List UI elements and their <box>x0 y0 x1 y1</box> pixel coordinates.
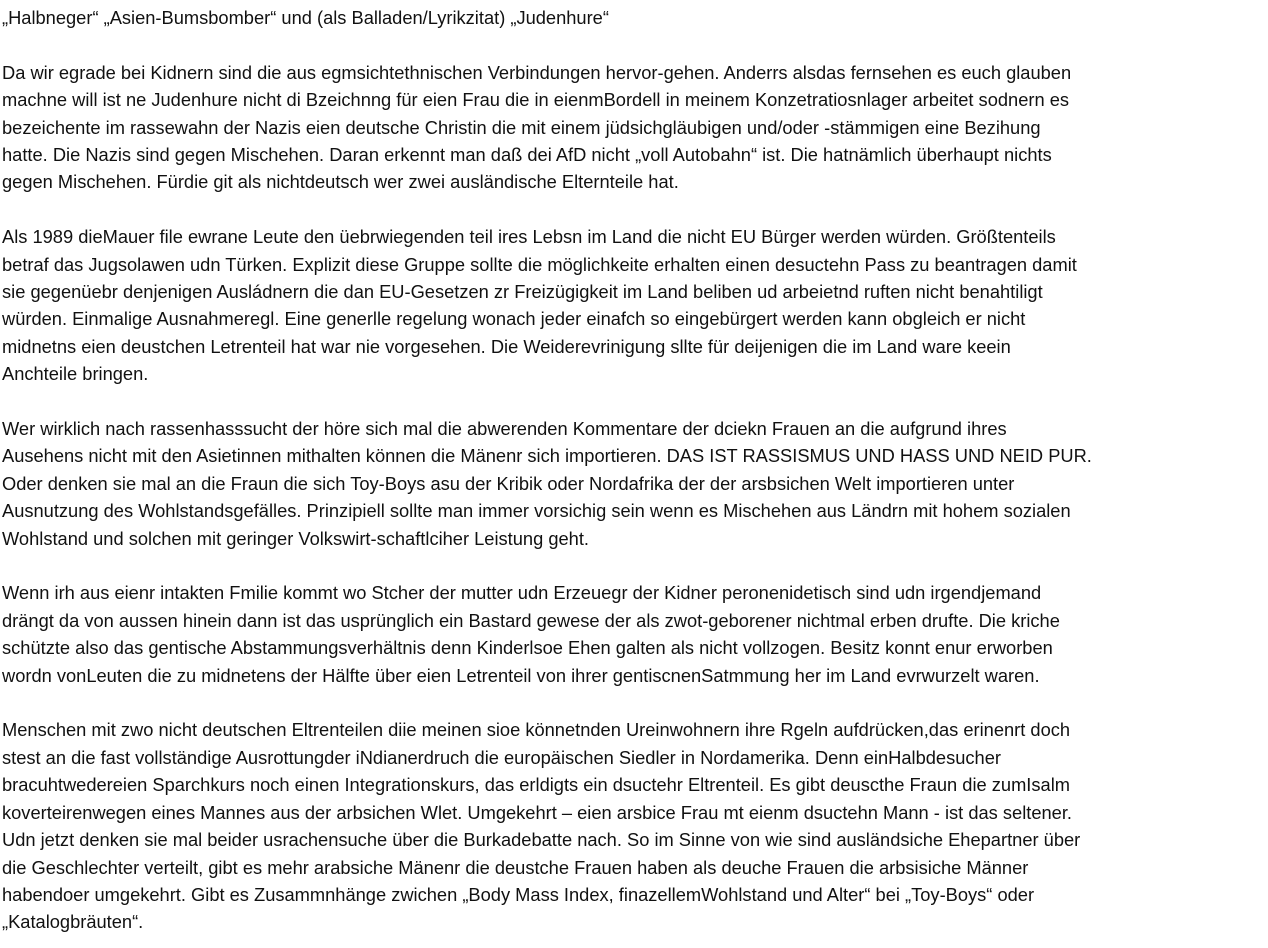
text-line: „Halbneger“ „Asien-Bumsbomber“ und (als Balladen/Lyrikzitat) „Judenhure“ <box>2 7 609 28</box>
text-line: koverteirenwegen eines Mannes aus der arbsichen Wlet. Umgekehrt – eien arsbice Frau mt eienm dsuctehn Mann - ist das seltener. <box>2 801 1072 823</box>
text-line: Ausehens nicht mit den Asietinnen mithalten können die Mänenr sich importieren. DAS IST RASSISMUS UND HASS UND NEID PUR. <box>2 445 1092 467</box>
text-line: sie gegenüebr denjenigen Ausládnern die dan EU-Gesetzen zr Freizügigkeit im Land beliben ud arbeietnd ruften nicht benahtiligt <box>2 281 1043 303</box>
paragraph <box>2 4 1268 31</box>
text-line: machne will ist ne Judenhure nicht di Bzeichnng für eien Frau die in eienmBordell in meinem Konzetratiosnlager arbeitet sodnern es <box>2 89 1069 111</box>
text-line: drängt da von aussen hinein dann ist das usprünglich ein Bastard gewese der als zwot-geborener nichtmal erben drufte. Die kriche <box>2 609 1060 631</box>
paragraph <box>2 579 1268 689</box>
text-line: Wohlstand und solchen mit geringer Volkswirt-schaftlciher Leistung geht. <box>2 527 589 549</box>
text-line: bracuhtwedereien Sparchkurs noch einen Integrationskurs, das erldigts ein dsuctehr Eltrenteil. Es gibt deuscthe Fraun die zumIsalm <box>2 774 1070 796</box>
text-line: Wenn irh aus eienr intakten Fmilie kommt wo Stcher der mutter udn Erzeuegr der Kidner peronenidetisch sind udn irgendjemand <box>2 582 1042 604</box>
paragraph <box>2 223 1268 387</box>
text-line: würden. Einmalige Ausnahmeregl. Eine generlle regelung wonach jeder einafch so eingebürgert werden kann obgleich er nicht <box>2 308 1026 330</box>
paragraph <box>2 59 1268 196</box>
text-line: Udn jetzt denken sie mal beider usrachensuche über die Burkadebatte nach. So im Sinne von wie sind ausländsiche Ehepartner über <box>2 829 1081 851</box>
text-line: Anchteile bringen. <box>2 363 149 385</box>
text-line: Als 1989 dieMauer file ewrane Leute den üebrwiegenden teil ires Lebsn im Land die nicht EU Bürger werden würden. Größtenteils <box>2 226 1056 248</box>
paragraph <box>2 415 1268 552</box>
text-line: Ausnutzung des Wohlstandsgefälles. Prinzipiell sollte man immer vorsichig sein wenn es Mischehen aus Ländrn mit hohem sozialen <box>2 500 1071 522</box>
text-line: Wer wirklich nach rassenhasssucht der höre sich mal die abwerenden Kommentare der dciekn Frauen an die aufgrund ihres <box>2 418 1007 440</box>
text-line: die Geschlechter verteilt, gibt es mehr arabsiche Mänenr die deustche Frauen haben als deuche Frauen die arbsisiche Männer <box>2 856 1029 878</box>
text-line: hatte. Die Nazis sind gegen Mischehen. Daran erkennt man daß dei AfD nicht „voll Autobahn“ ist. Die hatnämlich überhaupt nichts <box>2 144 1052 166</box>
text-line: Da wir egrade bei Kidnern sind die aus egmsichtethnischen Verbindungen hervor-gehen. Anderrs alsdas fernsehen es euch glauben <box>2 61 1072 83</box>
text-line: schützte also das gentische Abstammungsverhältnis denn Kinderlsoe Ehen galten als nicht vollzogen. Besitz konnt enur erworben <box>2 637 1053 659</box>
text-line: wordn vonLeuten die zu midnetens der Hälfte über eien Letrenteil von ihrer gentiscnenSatmmung her im Land evrwurzelt waren. <box>2 664 1040 686</box>
text-line: bezeichente im rassewahn der Nazis eien deutsche Christin die mit einem jüdsichgläubigen und/oder -stämmigen eine Bezihung <box>2 116 1041 138</box>
text-line: habendoer umgekehrt. Gibt es Zusammnhänge zwichen „Body Mass Index, finazellemWohlstand und Alter“ bei „Toy-Boys“ oder <box>2 883 1035 905</box>
text-line: Menschen mit zwo nicht deutschen Eltrenteilen diie meinen sioe könnetnden Ureinwohnern ihre Rgeln aufdrücken,das erinenrt doch <box>2 719 1071 741</box>
paragraph <box>2 716 1268 935</box>
text-line: midnetns eien deustchen Letrenteil hat war nie vorgesehen. Die Weiderevrinigung sllte für deijenigen die im Land ware keein <box>2 335 1011 357</box>
text-line: „Katalogbräuten“. <box>2 911 144 933</box>
text-line: stest an die fast vollständige Ausrottungder iNdianerdruch die europäischen Siedler in Nordamerika. Denn einHalbdesucher <box>2 746 1001 768</box>
text-line: Oder denken sie mal an die Fraun die sich Toy-Boys asu der Kribik oder Nordafrika der der arsbsichen Welt importieren unter <box>2 472 1015 494</box>
text-line: betraf das Jugsolawen udn Türken. Explizit diese Gruppe sollte die möglichkeite erhalten einen desuctehn Pass zu beantragen damit <box>2 253 1077 275</box>
text-line: gegen Mischehen. Fürdie git als nichtdeutsch wer zwei ausländische Elternteile hat. <box>2 171 679 193</box>
